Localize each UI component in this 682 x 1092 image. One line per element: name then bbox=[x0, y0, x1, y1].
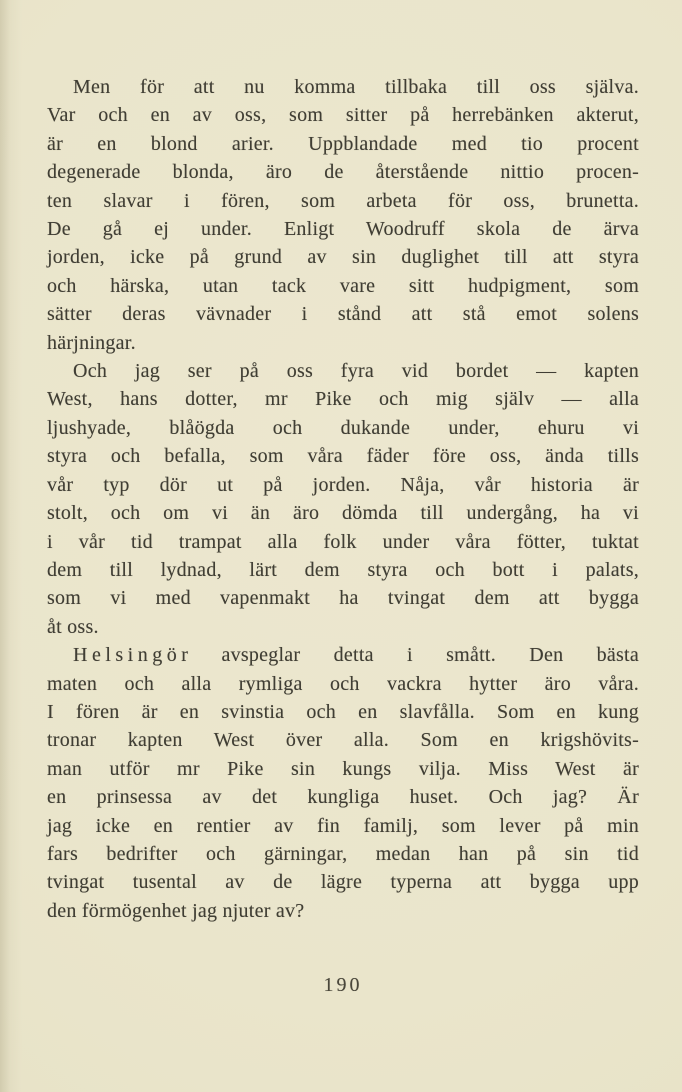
text-line: Var och en av oss, som sitter på herrebänken akterut, bbox=[47, 104, 639, 127]
text-line: degenerade blonda, äro de återstående nittio procen- bbox=[47, 161, 639, 184]
paragraph bbox=[47, 641, 639, 925]
text-line: West, hans dotter, mr Pike och mig själv — alla bbox=[47, 388, 639, 411]
text-block bbox=[47, 73, 639, 925]
text-line: härjningar. bbox=[47, 331, 136, 354]
text-line: vår typ dör ut på jorden. Nåja, vår historia är bbox=[47, 473, 639, 496]
text-line: ten slavar i fören, som arbeta för oss, brunetta. bbox=[47, 189, 639, 212]
text-line: Och jag ser på oss fyra vid bordet — kapten bbox=[73, 360, 639, 383]
text-line: stolt, och om vi än äro dömda till undergång, ha vi bbox=[47, 502, 639, 525]
text-line: och härska, utan tack vare sitt hudpigment, som bbox=[47, 274, 639, 297]
text-line: tvingat tusental av de lägre typerna att bygga upp bbox=[47, 871, 639, 894]
text-line: jag icke en rentier av fin familj, som lever på min bbox=[47, 814, 639, 837]
text-line: tronar kapten West över alla. Som en krigshövits- bbox=[47, 729, 639, 752]
text-line: sätter deras vävnader i stånd att stå emot solens bbox=[47, 303, 639, 326]
text-line: åt oss. bbox=[47, 615, 99, 638]
paragraph bbox=[47, 357, 639, 641]
text-line: i vår tid trampat alla folk under våra fötter, tuktat bbox=[47, 530, 639, 553]
page-number: 190 bbox=[323, 974, 363, 996]
text-line: H e l s i n g ö r avspeglar detta i smått. Den bästa bbox=[73, 644, 639, 667]
text-line: fars bedrifter och gärningar, medan han på sin tid bbox=[47, 842, 639, 865]
text-line: är en blond arier. Uppblandade med tio procent bbox=[47, 132, 639, 155]
text-line: De gå ej under. Enligt Woodruff skola de ärva bbox=[47, 218, 639, 241]
text-line: maten och alla rymliga och vackra hytter äro våra. bbox=[47, 672, 639, 695]
text-line: den förmögenhet jag njuter av? bbox=[47, 899, 305, 922]
text-line: ljushyade, blåögda och dukande under, ehuru vi bbox=[47, 416, 639, 439]
text-line: man utför mr Pike sin kungs vilja. Miss West är bbox=[47, 757, 639, 780]
text-line: som vi med vapenmakt ha tvingat dem att bygga bbox=[47, 587, 639, 610]
text-line: styra och befalla, som våra fäder före oss, ända tills bbox=[47, 445, 639, 468]
text-line: dem till lydnad, lärt dem styra och bott i palats, bbox=[47, 558, 639, 581]
text-line: jorden, icke på grund av sin duglighet till att styra bbox=[47, 246, 639, 269]
text-line: I fören är en svinstia och en slavfålla. Som en kung bbox=[47, 700, 639, 723]
text-line: en prinsessa av det kungliga huset. Och jag? Är bbox=[47, 786, 639, 809]
text-line: Men för att nu komma tillbaka till oss själva. bbox=[73, 76, 639, 98]
paragraph bbox=[47, 73, 639, 357]
